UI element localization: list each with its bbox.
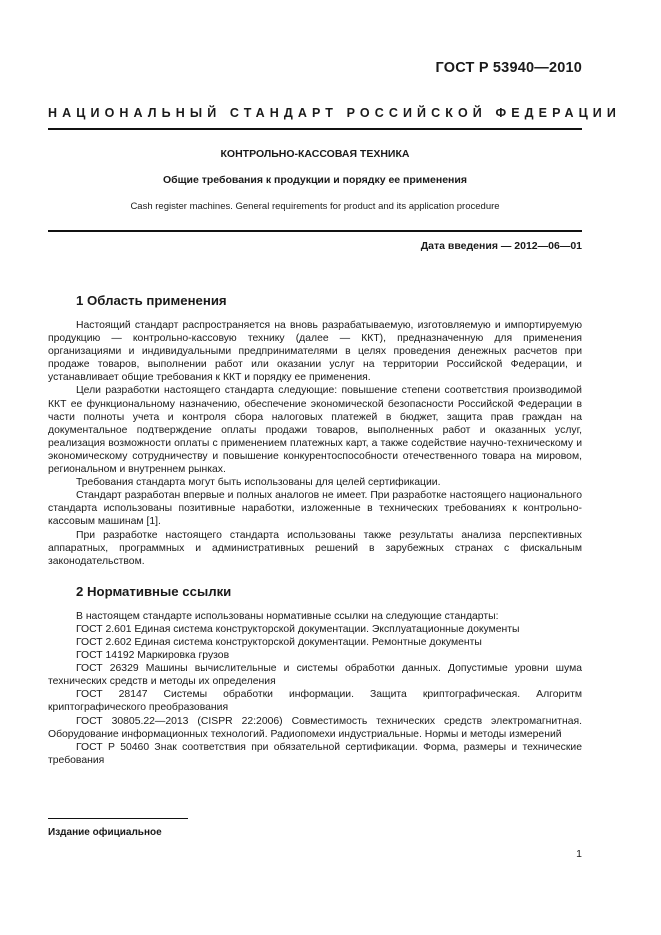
section-2-intro: В настоящем стандарте использованы нормативные ссылки на следующие стандарты: <box>76 610 499 622</box>
document-body <box>48 293 582 767</box>
section-1-heading: 1 Область применения <box>76 293 227 308</box>
document-title: КОНТРОЛЬНО-КАССОВАЯ ТЕХНИКА <box>220 148 410 160</box>
section-1-paragraph: Цели разработки настоящего стандарта следующие: повышение степени соответствия производимой ККТ ее функциональному назначению, обеспечение экономической безопасности Российской Федерации в части полноты учета и контроля сбора налоговых платежей в бюджет, защита прав граждан на документальное подтверждение оплаты продажи товаров, выполненных работ и оказанных услуг, реализация возможности оплаты с применением платежных карт, а также содействие научно-техническому и экономическому сотрудничеству и повышение конкурентоспособности отечественного товара на мировом, региональном и внутреннем рынках. <box>48 385 582 476</box>
official-edition-label: Издание официальное <box>48 827 162 838</box>
normative-reference: ГОСТ 30805.22—2013 (CISPR 22:2006) Совместимость технических средств электромагнитная. Оборудование информационных технологий. Радиопомехи индустриальные. Нормы и методы измерений <box>48 715 582 740</box>
footer-divider <box>48 818 188 819</box>
standard-number: ГОСТ Р 53940—2010 <box>435 60 582 76</box>
section-1-paragraph: Стандарт разработан впервые и полных аналогов не имеет. При разработке настоящего национального стандарта использованы позитивные наработки, изложенные в технических требованиях к контрольно-кассовым машинам [1]. <box>48 490 582 528</box>
english-title: Cash register machines. General requirements for product and its application procedure <box>130 201 500 212</box>
section-1-paragraph: При разработке настоящего стандарта использованы также результаты анализа перспективных аппаратных, программных и административных решений в зарубежных странах с фискальным законодательством. <box>48 529 582 567</box>
introduction-date: Дата введения — 2012—06—01 <box>420 240 582 252</box>
title-divider <box>48 230 582 232</box>
normative-reference: ГОСТ 26329 Машины вычислительные и системы обработки данных. Допустимые уровни шума технических средств и методы их определения <box>48 663 582 688</box>
section-2-heading: 2 Нормативные ссылки <box>76 583 232 599</box>
normative-reference: ГОСТ 2.602 Единая система конструкторской документации. Ремонтные документы <box>76 636 482 648</box>
normative-reference: ГОСТ Р 50460 Знак соответствия при обязательной сертификации. Форма, размеры и технические требования <box>48 741 582 766</box>
page-number: 1 <box>576 848 582 860</box>
normative-reference: ГОСТ 28147 Системы обработки информации. Защита криптографическая. Алгоритм криптографического преобразования <box>48 689 582 714</box>
section-1-paragraph: Настоящий стандарт распространяется на вновь разрабатываемую, изготовляемую и импортируемую продукцию — контрольно-кассовую технику (далее — ККТ), предназначенную для применения организациями и индивидуальными предпринимателями в целях проведения денежных расчетов при продаже товаров, выполнении работ или оказании услуг на территории Российской Федерации, и устанавливает общие требования к ККТ и порядку ее применения. <box>48 320 582 384</box>
normative-reference: ГОСТ 14192 Маркировка грузов <box>76 650 230 662</box>
section-1-paragraph: Требования стандарта могут быть использованы для целей сертификации. <box>76 477 441 489</box>
document-subtitle: Общие требования к продукции и порядку ее применения <box>163 174 467 186</box>
top-divider <box>48 128 582 130</box>
national-standard-banner: НАЦИОНАЛЬНЫЙ СТАНДАРТ РОССИЙСКОЙ ФЕДЕРАЦИИ <box>48 106 621 120</box>
normative-reference: ГОСТ 2.601 Единая система конструкторской документации. Эксплуатационные документы <box>76 623 520 635</box>
